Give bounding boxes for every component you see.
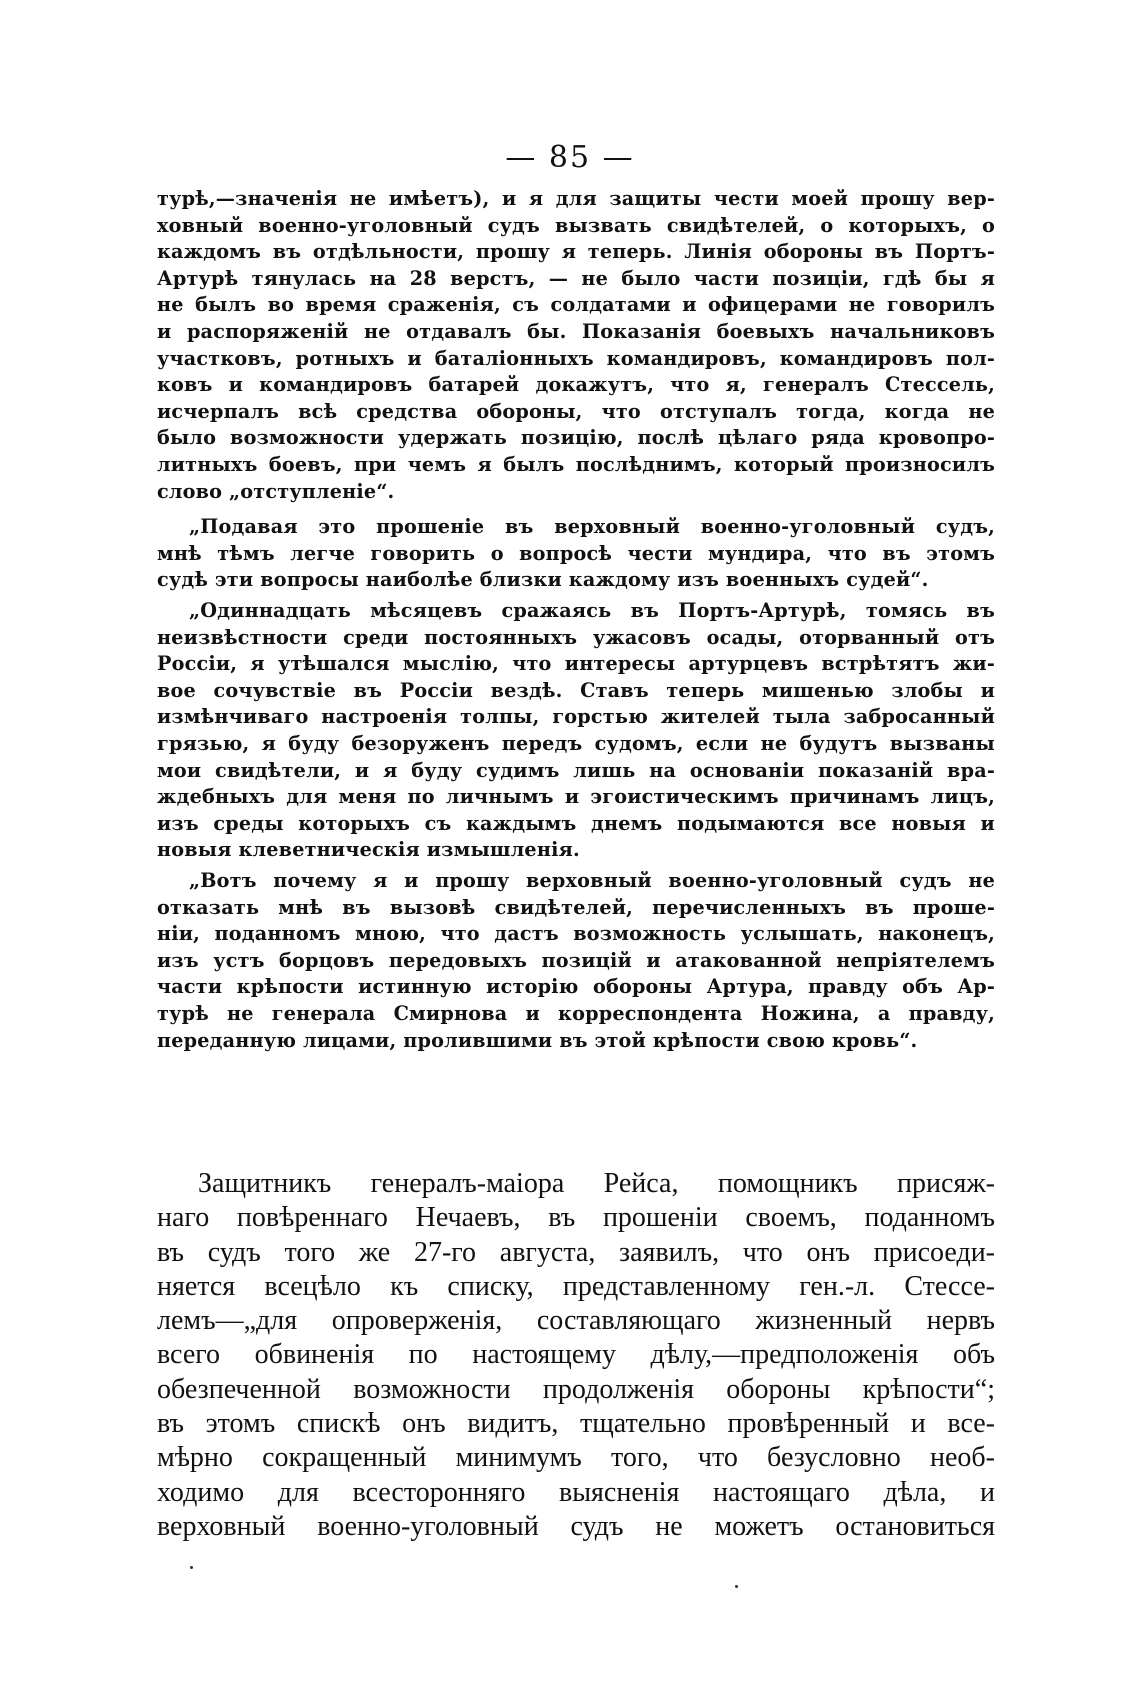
text-line: турѣ не генерала Смирнова и корреспондента Ножина, а правду, <box>157 1001 995 1025</box>
text-line: изъ среды которыхъ съ каждымъ днемъ подымаются все новыя и <box>157 811 995 835</box>
text-line: исчерпалъ всѣ средства обороны, что отступалъ тогда, когда не <box>157 399 995 423</box>
quote-paragraph-1 <box>157 186 995 505</box>
text-line: не былъ во время сраженія, съ солдатами и офицерами не говорилъ <box>157 293 995 317</box>
text-line: участковъ, ротныхъ и баталіонныхъ командировъ, командировъ пол- <box>157 346 995 370</box>
text-line: каждомъ въ отдѣльности, прошу я теперь. Линія обороны въ Портъ- <box>157 240 995 264</box>
text-line: новыя клеветническія измышленія. <box>157 838 580 862</box>
text-line: въ судъ того же 27-го августа, заявилъ, что онъ присоеди- <box>157 1236 995 1268</box>
text-line: турѣ,—значенія не имѣетъ), и я для защиты чести моей прошу вер- <box>157 187 995 210</box>
text-line: мои свидѣтели, и я буду судимъ лишь на основаніи показаній вра- <box>157 758 995 782</box>
text-line: неизвѣстности среди постоянныхъ ужасовъ осады, оторванный отъ <box>157 625 995 649</box>
text-line: Артурѣ тянулась на 28 верстъ, — не было части позиціи, гдѣ бы я <box>157 266 995 290</box>
quote-paragraph-2 <box>157 514 995 594</box>
text-line: „Вотъ почему я и прошу верховный военно-уголовный судъ не <box>189 869 995 892</box>
text-line: верховный военно-уголовный судъ не можетъ остановиться <box>157 1510 995 1542</box>
text-line: всего обвиненія по настоящему дѣлу,—предположенія объ <box>157 1339 995 1371</box>
text-line: ждебныхъ для меня по личнымъ и эгоистическимъ причинамъ лицъ, <box>157 785 995 809</box>
text-line: мнѣ тѣмъ легче говорить о вопросѣ чести мундира, что въ этомъ <box>157 541 995 565</box>
text-line: ніи, поданномъ мною, что дастъ возможность услышать, наконецъ, <box>157 922 995 946</box>
text-line: и распоряженій не отдавалъ бы. Показанія боевыхъ начальниковъ <box>157 319 995 343</box>
text-line: мѣрно сокращенный минимумъ того, что безусловно необ- <box>157 1442 995 1474</box>
text-line: переданную лицами, пролившими въ этой крѣпости свою кровь“. <box>157 1028 918 1052</box>
text-line: отказать мнѣ въ вызовѣ свидѣтелей, перечисленныхъ въ проше- <box>157 895 995 919</box>
text-line: обезпеченной возможности продолженія обороны крѣпости“; <box>157 1373 995 1405</box>
paper-speck <box>735 1585 738 1588</box>
text-line: было возможности удержать позицію, послѣ цѣлаго ряда кровопро- <box>157 426 995 450</box>
text-line: ходимо для всесторонняго выясненія настоящаго дѣла, и <box>157 1476 995 1508</box>
text-line: „Подавая это прошеніе въ верховный военно-уголовный судъ, <box>189 515 995 538</box>
text-line: лемъ—„для опроверженія, составляющаго жизненный нервъ <box>157 1305 995 1337</box>
text-line: части крѣпости истинную исторію обороны Артура, правду объ Ар- <box>157 975 995 999</box>
text-line: няется всецѣло къ списку, представленному ген.-л. Стессе- <box>157 1270 995 1302</box>
page-number: — 85 — <box>505 140 635 175</box>
text-line: литныхъ боевъ, при чемъ я былъ послѣднимъ, который произносилъ <box>157 452 995 476</box>
body-paragraph <box>157 1167 995 1544</box>
text-line: Россіи, я утѣшался мыслію, что интересы артурцевъ встрѣтятъ жи- <box>157 652 995 676</box>
text-line: судѣ эти вопросы наиболѣе близки каждому изъ военныхъ судей“. <box>157 568 929 592</box>
text-line: грязью, я буду безоруженъ передъ судомъ, если не будутъ вызваны <box>157 731 995 755</box>
text-line: ховный военно-уголовный судъ вызвать свидѣтелей, о которыхъ, о <box>157 213 995 237</box>
text-line: измѣнчиваго настроенія толпы, горстью жителей тыла забросанный <box>157 705 995 729</box>
text-line: въ этомъ спискѣ онъ видитъ, тщательно провѣренный и все- <box>157 1408 995 1440</box>
quote-paragraph-3 <box>157 598 995 864</box>
text-line: вое сочувствіе въ Россіи вездѣ. Ставъ теперь мишенью злобы и <box>157 678 995 702</box>
text-line: „Одиннадцать мѣсяцевъ сражаясь въ Портъ-Артурѣ, томясь въ <box>189 599 995 622</box>
text-line: изъ устъ борцовъ передовыхъ позицій и атакованной непріятелемъ <box>157 948 995 972</box>
text-line: ковъ и командировъ батарей докажутъ, что я, генералъ Стессель, <box>157 373 995 397</box>
text-line: наго повѣреннаго Нечаевъ, въ прошеніи своемъ, поданномъ <box>157 1202 995 1234</box>
quote-paragraph-4 <box>157 868 995 1054</box>
paper-speck <box>190 1566 193 1569</box>
text-line: Защитникъ генералъ-маіора Рейса, помощникъ присяж- <box>198 1168 995 1199</box>
text-line: слово „отступленіе“. <box>157 479 395 503</box>
